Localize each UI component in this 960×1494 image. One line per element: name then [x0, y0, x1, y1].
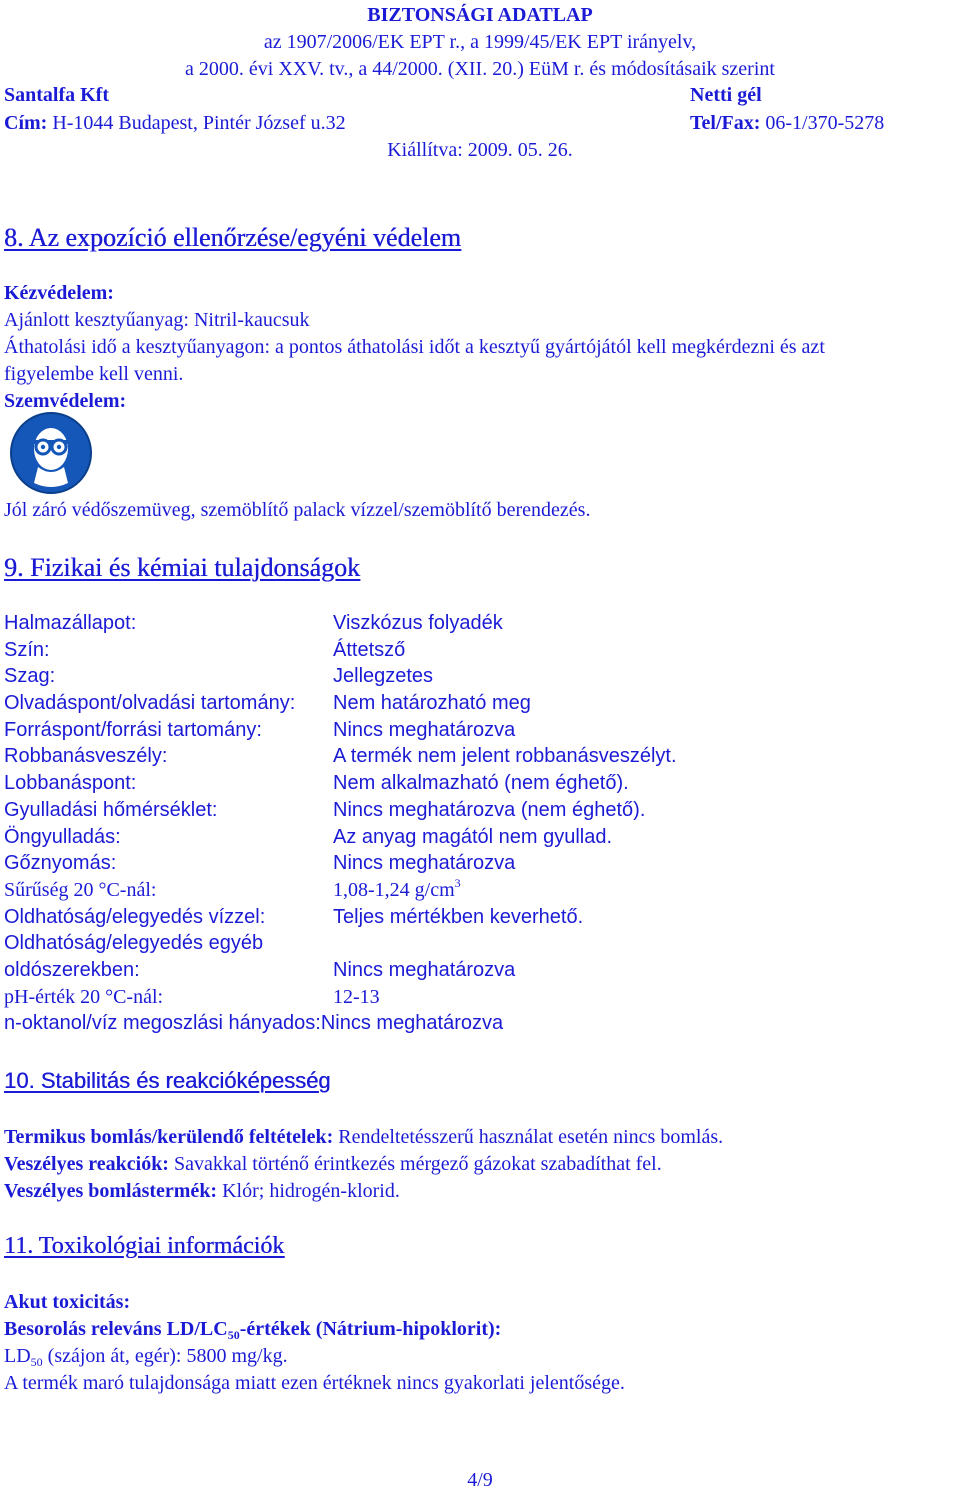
property-row-octanol: [4, 1010, 956, 1037]
document-title: BIZTONSÁGI ADATLAP: [367, 4, 593, 26]
property-value: Nincs meghatározva (nem éghető).: [333, 798, 646, 821]
address-label: Cím:: [4, 112, 48, 134]
section-8-title: 8. Az expozíció ellenőrzése/egyéni védelem: [4, 223, 461, 252]
property-value: Nincs meghatározva: [333, 852, 516, 875]
property-key: Forráspont/forrási tartomány:: [4, 718, 262, 741]
section-11-body: [4, 1289, 956, 1397]
property-row-ph: [4, 984, 956, 1011]
other-solvents-key-line-2: oldószerekben:: [4, 958, 140, 981]
classification-text-a: Besorolás releváns LD/LC: [4, 1318, 228, 1340]
section-11-title: 11. Toxikológiai információk: [4, 1233, 285, 1259]
ph-key: pH-érték 20 °C-nál:: [4, 985, 164, 1008]
ld50-text: (szájon át, egér): 5800 mg/kg.: [42, 1345, 288, 1367]
other-solvents-value: Nincs meghatározva: [333, 958, 516, 981]
property-row-density: [4, 877, 956, 904]
hazardous-reactions-line: [4, 1151, 956, 1178]
property-key: Öngyulladás:: [4, 825, 121, 848]
property-value: Nem alkalmazható (nem éghető).: [333, 772, 629, 795]
property-key: Gyulladási hőmérséklet:: [4, 798, 218, 821]
octanol-text: n-oktanol/víz megoszlási hányados:Nincs meghatározva: [4, 1012, 504, 1035]
property-key: Szag:: [4, 665, 56, 688]
property-value: Áttetsző: [333, 638, 406, 661]
phone-label: Tel/Fax:: [690, 112, 761, 134]
solubility-key: Oldhatóság/elegyedés vízzel:: [4, 905, 266, 928]
section-8-body: [4, 280, 956, 415]
ld50-prefix: LD: [4, 1345, 31, 1367]
property-row-solubility: [4, 904, 956, 931]
property-row: [4, 717, 956, 744]
property-row: [4, 850, 956, 877]
density-key: Sűrűség 20 °C-nál:: [4, 878, 157, 901]
property-key: Halmazállapot:: [4, 612, 137, 634]
property-row: [4, 637, 956, 664]
product-name: Netti gél: [690, 84, 762, 106]
property-key: Gőznyomás:: [4, 852, 117, 875]
property-row: [4, 770, 956, 797]
property-key: Robbanásveszély:: [4, 745, 168, 768]
thermal-decomposition-text: Rendeltetésszerű használat esetén nincs bomlás.: [333, 1126, 724, 1148]
classification-line: [4, 1316, 956, 1343]
property-row-other-solvents-1: [4, 930, 956, 957]
density-exponent: 3: [454, 875, 461, 890]
regulation-line-2: a 2000. évi XXV. tv., a 44/2000. (XII. 20.) EüM r. és módosításaik szerint: [185, 58, 775, 80]
ph-value: 12-13: [333, 985, 380, 1008]
hand-protection-line-2: Áthatolási idő a kesztyűanyagon: a pontos áthatolási időt a kesztyű gyártójától kell megkérdezni és azt: [4, 336, 825, 358]
property-value: Viszkózus folyadék: [333, 612, 503, 634]
hazardous-reactions-label: Veszélyes reakciók:: [4, 1153, 169, 1175]
section-9-title: 9. Fizikai és kémiai tulajdonságok: [4, 553, 360, 582]
safety-goggles-sign-icon: [6, 411, 96, 495]
property-value: Jellegzetes: [333, 665, 434, 688]
section-10-body: [4, 1124, 956, 1205]
properties-table: [4, 610, 956, 1037]
hand-protection-label: Kézvédelem:: [4, 282, 114, 304]
property-key: Olvadáspont/olvadási tartomány:: [4, 692, 296, 715]
ld50-line: [4, 1343, 956, 1370]
acute-toxicity-label: Akut toxicitás:: [4, 1291, 131, 1313]
page-number: 4/9: [467, 1469, 493, 1491]
density-number: 1,08-1,24 g/cm: [333, 878, 455, 901]
toxicity-note: A termék maró tulajdonsága miatt ezen értéknek nincs gyakorlati jelentősége.: [4, 1372, 625, 1394]
other-solvents-key-line-1: Oldhatóság/elegyedés egyéb: [4, 932, 264, 955]
classification-subscript: 50: [227, 1328, 240, 1342]
classification-text-b: -értékek (Nátrium-hipoklorit):: [239, 1318, 502, 1340]
hand-protection-line-1: Ajánlott kesztyűanyag: Nitril-kaucsuk: [4, 309, 310, 331]
property-row: [4, 797, 956, 824]
ld50-subscript: 50: [30, 1355, 43, 1369]
property-value: Nincs meghatározva: [333, 718, 516, 741]
property-key: Szín:: [4, 638, 50, 661]
eye-protection-text: Jól záró védőszemüveg, szemöblítő palack vízzel/szemöblítő berendezés.: [4, 499, 591, 521]
phone: [690, 110, 884, 137]
property-row: [4, 743, 956, 770]
hazardous-reactions-text: Savakkal történő érintkezés mérgező gázokat szabadíthat fel.: [168, 1153, 662, 1175]
section-10-title: 10. Stabilitás és reakcióképesség: [4, 1068, 331, 1093]
regulation-line-1: az 1907/2006/EK EPT r., a 1999/45/EK EPT irányelv,: [263, 31, 697, 53]
address: [4, 110, 346, 137]
property-row: [4, 663, 956, 690]
property-value: Nem határozható meg: [333, 692, 531, 715]
decomposition-products-line: [4, 1178, 956, 1205]
property-row: [4, 610, 956, 637]
property-row-other-solvents-2: [4, 957, 956, 984]
thermal-decomposition-line: [4, 1124, 956, 1151]
address-value: H-1044 Budapest, Pintér József u.32: [47, 112, 346, 134]
eye-protection-label: Szemvédelem:: [4, 390, 127, 412]
phone-value: 06-1/370-5278: [760, 112, 885, 134]
property-row: [4, 690, 956, 717]
property-row: [4, 824, 956, 851]
hand-protection-line-3: figyelembe kell venni.: [4, 363, 184, 385]
property-value: A termék nem jelent robbanásveszélyt.: [333, 745, 677, 768]
density-value: [333, 877, 461, 904]
document-page: [4, 0, 956, 1492]
issue-date: Kiállítva: 2009. 05. 26.: [387, 139, 573, 161]
decomposition-products-text: Klór; hidrogén-klorid.: [217, 1180, 400, 1202]
thermal-decomposition-label: Termikus bomlás/kerülendő feltételek:: [4, 1126, 334, 1148]
property-value: Az anyag magától nem gyullad.: [333, 825, 613, 848]
company-name: Santalfa Kft: [4, 84, 109, 106]
property-key: Lobbanáspont:: [4, 772, 137, 795]
decomposition-products-label: Veszélyes bomlástermék:: [4, 1180, 218, 1202]
solubility-value: Teljes mértékben keverhető.: [333, 905, 584, 928]
